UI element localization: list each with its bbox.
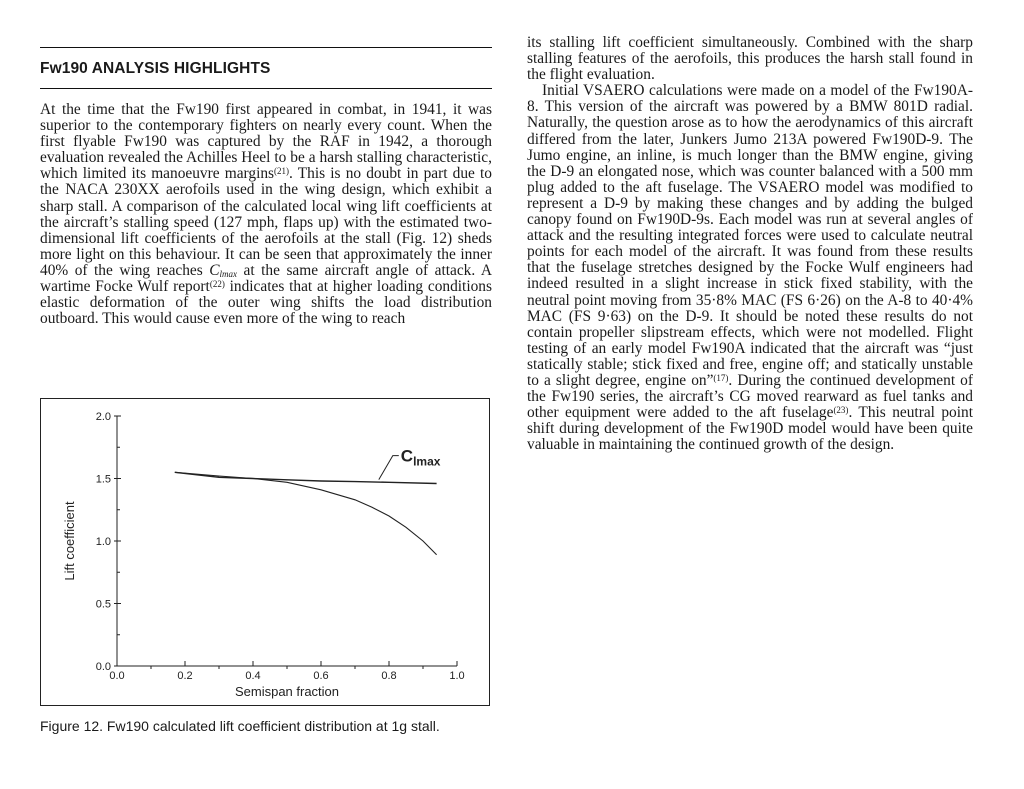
- clmax-line: [175, 472, 437, 483]
- x-tick-label: 0.4: [245, 670, 261, 682]
- right-column-text: [527, 35, 973, 453]
- reference-23: (23): [833, 405, 849, 416]
- section-bottom-rule: [40, 88, 492, 89]
- y-tick-label: 1.0: [95, 536, 111, 548]
- text-run: . This neutral point shift during development of the Fw190D model would have been quite valuable in maintaining the continued growth of the design.: [527, 404, 973, 454]
- y-axis-label: Lift coefficient: [62, 501, 77, 581]
- left-column-text: [40, 102, 492, 327]
- text-run: At the time that the Fw190 first appeared in combat, in 1941, it was superior to the contemporary fighters on nearly every count. When the first flyable Fw190 was captured by the RAF in 1942, a thorough evaluation revealed the Achilles Heel to be a harsh stalling characteristic, which limited its manoeuvre margins: [40, 101, 492, 183]
- figure-caption: Figure 12. Fw190 calculated lift coefficient distribution at 1g stall.: [40, 718, 440, 734]
- figure-12-box: [40, 398, 490, 706]
- section-title: Fw190 ANALYSIS HIGHLIGHTS: [40, 60, 271, 77]
- x-tick-label: 1.0: [449, 670, 465, 682]
- annotation-leader-line: [379, 456, 399, 480]
- x-tick-label: 0.2: [177, 670, 193, 682]
- lift-coefficient-chart: [41, 399, 489, 705]
- section-top-rule: [40, 47, 492, 48]
- y-tick-label: 0.0: [95, 661, 111, 673]
- x-axis-label: Semispan fraction: [234, 684, 340, 699]
- y-tick-label: 1.5: [95, 473, 111, 486]
- reference-21: (21): [274, 166, 290, 177]
- clmax-symbol: $C_{lmax}$: [209, 261, 238, 279]
- x-tick-label: 0.6: [313, 670, 329, 682]
- text-run: at the same aircraft angle of attack. A wartime Focke Wulf report: [40, 261, 492, 296]
- y-tick-label: 2.0: [95, 411, 111, 423]
- left-paragraph: [40, 102, 492, 327]
- text-run: indicates that at higher loading conditions elastic deformation of the outer wing shifts the load distribution outboard. This would cause even more of the wing to reach: [40, 278, 492, 328]
- calculated-lift-line: [175, 472, 437, 555]
- x-tick-label: 0.8: [381, 670, 397, 682]
- text-run: Initial VSAERO calculations were made on a model of the Fw190A-8. This version of the aircraft was powered by a BMW 801D radial. Naturally, the question arose as to how the aerodynamics of this aircraft differed from the later, Junkers Jumo 213A powered Fw190D-9. The Jumo engine, an inline, is much longer than the BMW engine, giving the D-9 an elongated nose, which was counter balanced with a 500 mm plug added to the aft fuselage. The VSAERO model was modified to represent a D-9 by making these changes and by adding the bulged canopy found on Fw190D-9s. Each model was run at several angles of attack and the resulting integrated forces were used to calculate neutral points for each model of the aircraft. It was found from these results that the fuselage stretches designed by the Focke Wulf engineers had indeed resulted in a slight increase in stick fixed stability, with the neutral point moving from 35·8% MAC (FS 6·26) on the A-8 to 40·4% MAC (FS 9·63) on the D-9. It should be noted these results do not contain propeller slipstream effects, which were not modelled. Flight testing of an early model Fw190A indicated that the aircraft was “just statically stable; stick fixed and free, engine off; and statically unstable to a slight degree, engine on”: [527, 82, 973, 389]
- right-paragraph-2: [527, 83, 973, 453]
- y-tick-label: 0.5: [95, 598, 111, 611]
- text-run: . During the continued development of the Fw190 series, the aircraft’s CG moved rearward as fuel tanks and other equipment were added to the aft fuselage: [527, 371, 973, 422]
- text-run: . This is no doubt in part due to the NACA 230XX aerofoils used in the wing design, which exhibit a sharp stall. A comparison of the calculated local wing lift coefficients at the aircraft’s stalling speed (127 mph, flaps up) with the estimated two-dimensional lift coefficients of the aerofoils at the stall (Fig. 12) sheds more light on this behaviour. It can be seen that approximately the inner 40% of the wing reaches: [40, 165, 492, 279]
- right-paragraph-1: its stalling lift coefficient simultaneously. Combined with the sharp stalling features of the aerofoils, this produces the harsh stall found in the flight evaluation.: [527, 34, 973, 84]
- reference-22: (22): [209, 279, 225, 290]
- x-tick-label: 0.0: [109, 670, 125, 682]
- clmax-annotation-label: $C_{lmax}$: [400, 446, 441, 469]
- reference-17: (17): [713, 372, 729, 383]
